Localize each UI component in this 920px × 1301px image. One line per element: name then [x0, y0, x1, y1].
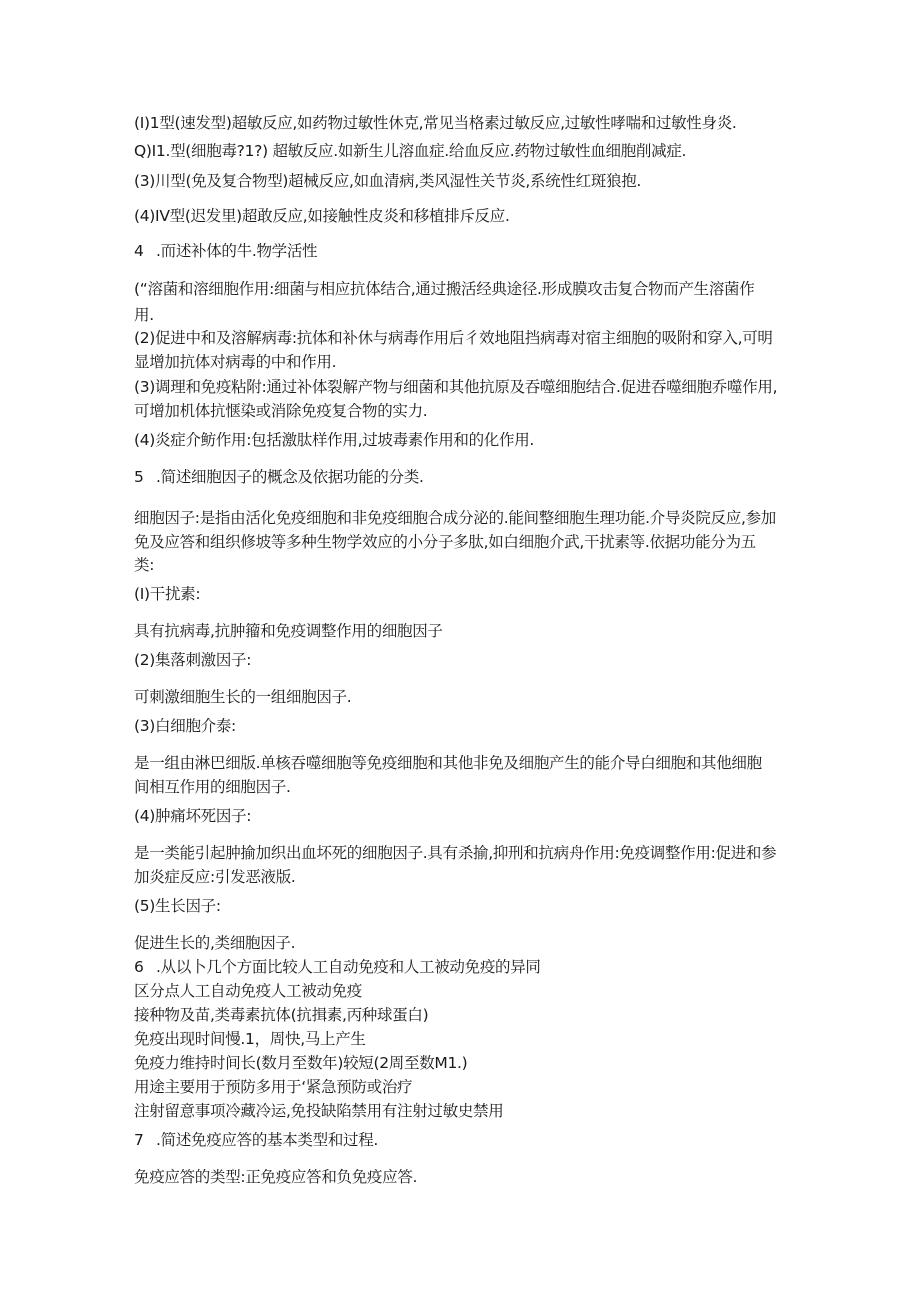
text-line: 免疫应答的类型:正免疫应答和负免疫应答.: [134, 1168, 418, 1186]
text-line: (2)集落刺激因子:: [134, 651, 252, 669]
text-line: 免疫出现时间慢.1，周快,马上产生: [134, 1030, 366, 1048]
text-line: 注射留意事项冷藏冷运,免投缺陷禁用有注射过敏史禁用: [134, 1102, 504, 1120]
text-line: Q)I1.型(细胞毒?1?) 超敏反应.如新生儿溶血症.给血反应.药物过敏性血细胞削减症.: [134, 142, 687, 160]
text-line: 类:: [134, 556, 155, 574]
text-line: 接种物及苗,类毒素抗体(抗揖素,丙种球蛋白): [134, 1006, 429, 1024]
text-line: 细胞因子:是指由活化免疫细胞和非免疫细胞合成分泌的.能间整细胞生理功能.介导炎院反应,参加: [134, 509, 777, 527]
text-line: (3)调理和免疫粘附:通过补体裂解产物与细菌和其他抗原及吞噬细胞结合.促进吞噬细胞乔噬作用,: [134, 378, 778, 396]
text-line: (I)1型(速发型)超敏反应,如药物过敏性休克,常见当格素过敏反应,过敏性哮喘和过敏性身炎.: [134, 114, 737, 132]
question-heading: [134, 240, 794, 263]
question-text: .而述补体的牛.物学活性: [156, 242, 318, 260]
text-line: 免疫力维持时间长(数月至数年)较短(2周至数M1.): [134, 1054, 468, 1072]
text-line: 加炎症反应:引发恶液版.: [134, 868, 296, 886]
question-number: 6: [134, 958, 144, 976]
text-line: (I)干扰素:: [134, 585, 201, 603]
question-number: 7: [134, 1131, 144, 1149]
question-text: .简述细胞因子的概念及依据功能的分类.: [156, 468, 424, 486]
text-line: (4)肿痛坏死因子:: [134, 807, 252, 825]
text-line: 用途主要用于预防多用于‘紧急预防或治疗: [134, 1078, 413, 1096]
question-number: 4: [134, 242, 144, 260]
text-line: (3)白细胞介泰:: [134, 717, 236, 735]
text-line: 具有抗病毒,抗肿籀和免疫调整作用的细胞因子: [134, 622, 443, 640]
text-line: (4)IV型(迟发里)超敢反应,如接触性皮炎和移植排斥反应.: [134, 207, 510, 225]
text-line: 区分点人工自动免疫人工被动免疫: [134, 982, 363, 1000]
text-line: 间相互作用的细胞因子.: [134, 778, 291, 796]
text-line: 用.: [134, 306, 154, 324]
text-line: (4)炎症介鲂作用:包括激肽样作用,过坡毒素作用和的化作用.: [134, 431, 535, 449]
text-line: 促进生长的,类细胞因子.: [134, 934, 296, 952]
text-line: (2)促进中和及溶解病毒:抗体和补休与病毒作用后彳效地阻挡病毒对宿主细胞的吸附和穿入,可明: [134, 329, 773, 347]
question-heading: [134, 1129, 794, 1152]
text-line: 免及应答和组织修坡等多种生物学效应的小分子多肽,如白细胞介武,干扰素等.依据功能分为五: [134, 533, 756, 551]
question-heading: [134, 956, 794, 979]
text-line: 是一组由淋巴细版.单核吞噬细胞等免疫细胞和其他非免及细胞产生的能介导白细胞和其他细胞: [134, 754, 762, 772]
question-text: .简述免疫应答的基本类型和过程.: [156, 1131, 379, 1149]
text-line: (“溶菌和溶细胞作用:细菌与相应抗体结合,通过搬活经典途径.形成膜攻击复合物而产生溶菌作: [134, 280, 755, 298]
text-line: (3)川型(免及复合物型)超械反应,如血清病,类风湿性关节炎,系统性红斑狼抱.: [134, 172, 642, 190]
question-number: 5: [134, 468, 144, 486]
text-line: (5)生长因子:: [134, 897, 221, 915]
text-line: 是一类能引起肿揄加织出血坏死的细胞因子.具有杀揄,抑刑和抗病舟作用:免疫调整作用:促进和参: [134, 844, 777, 862]
text-line: 可增加机体抗惬染或消除免疫复合物的实力.: [134, 402, 428, 420]
question-heading: [134, 466, 794, 489]
text-line: 显增加抗体对病毒的中和作用.: [134, 353, 337, 371]
text-line: 可刺激细胞生长的一组细胞因子.: [134, 688, 352, 706]
question-text: .从以卜几个方面比较人工自动免疫和人工被动免疫的异同: [156, 958, 541, 976]
